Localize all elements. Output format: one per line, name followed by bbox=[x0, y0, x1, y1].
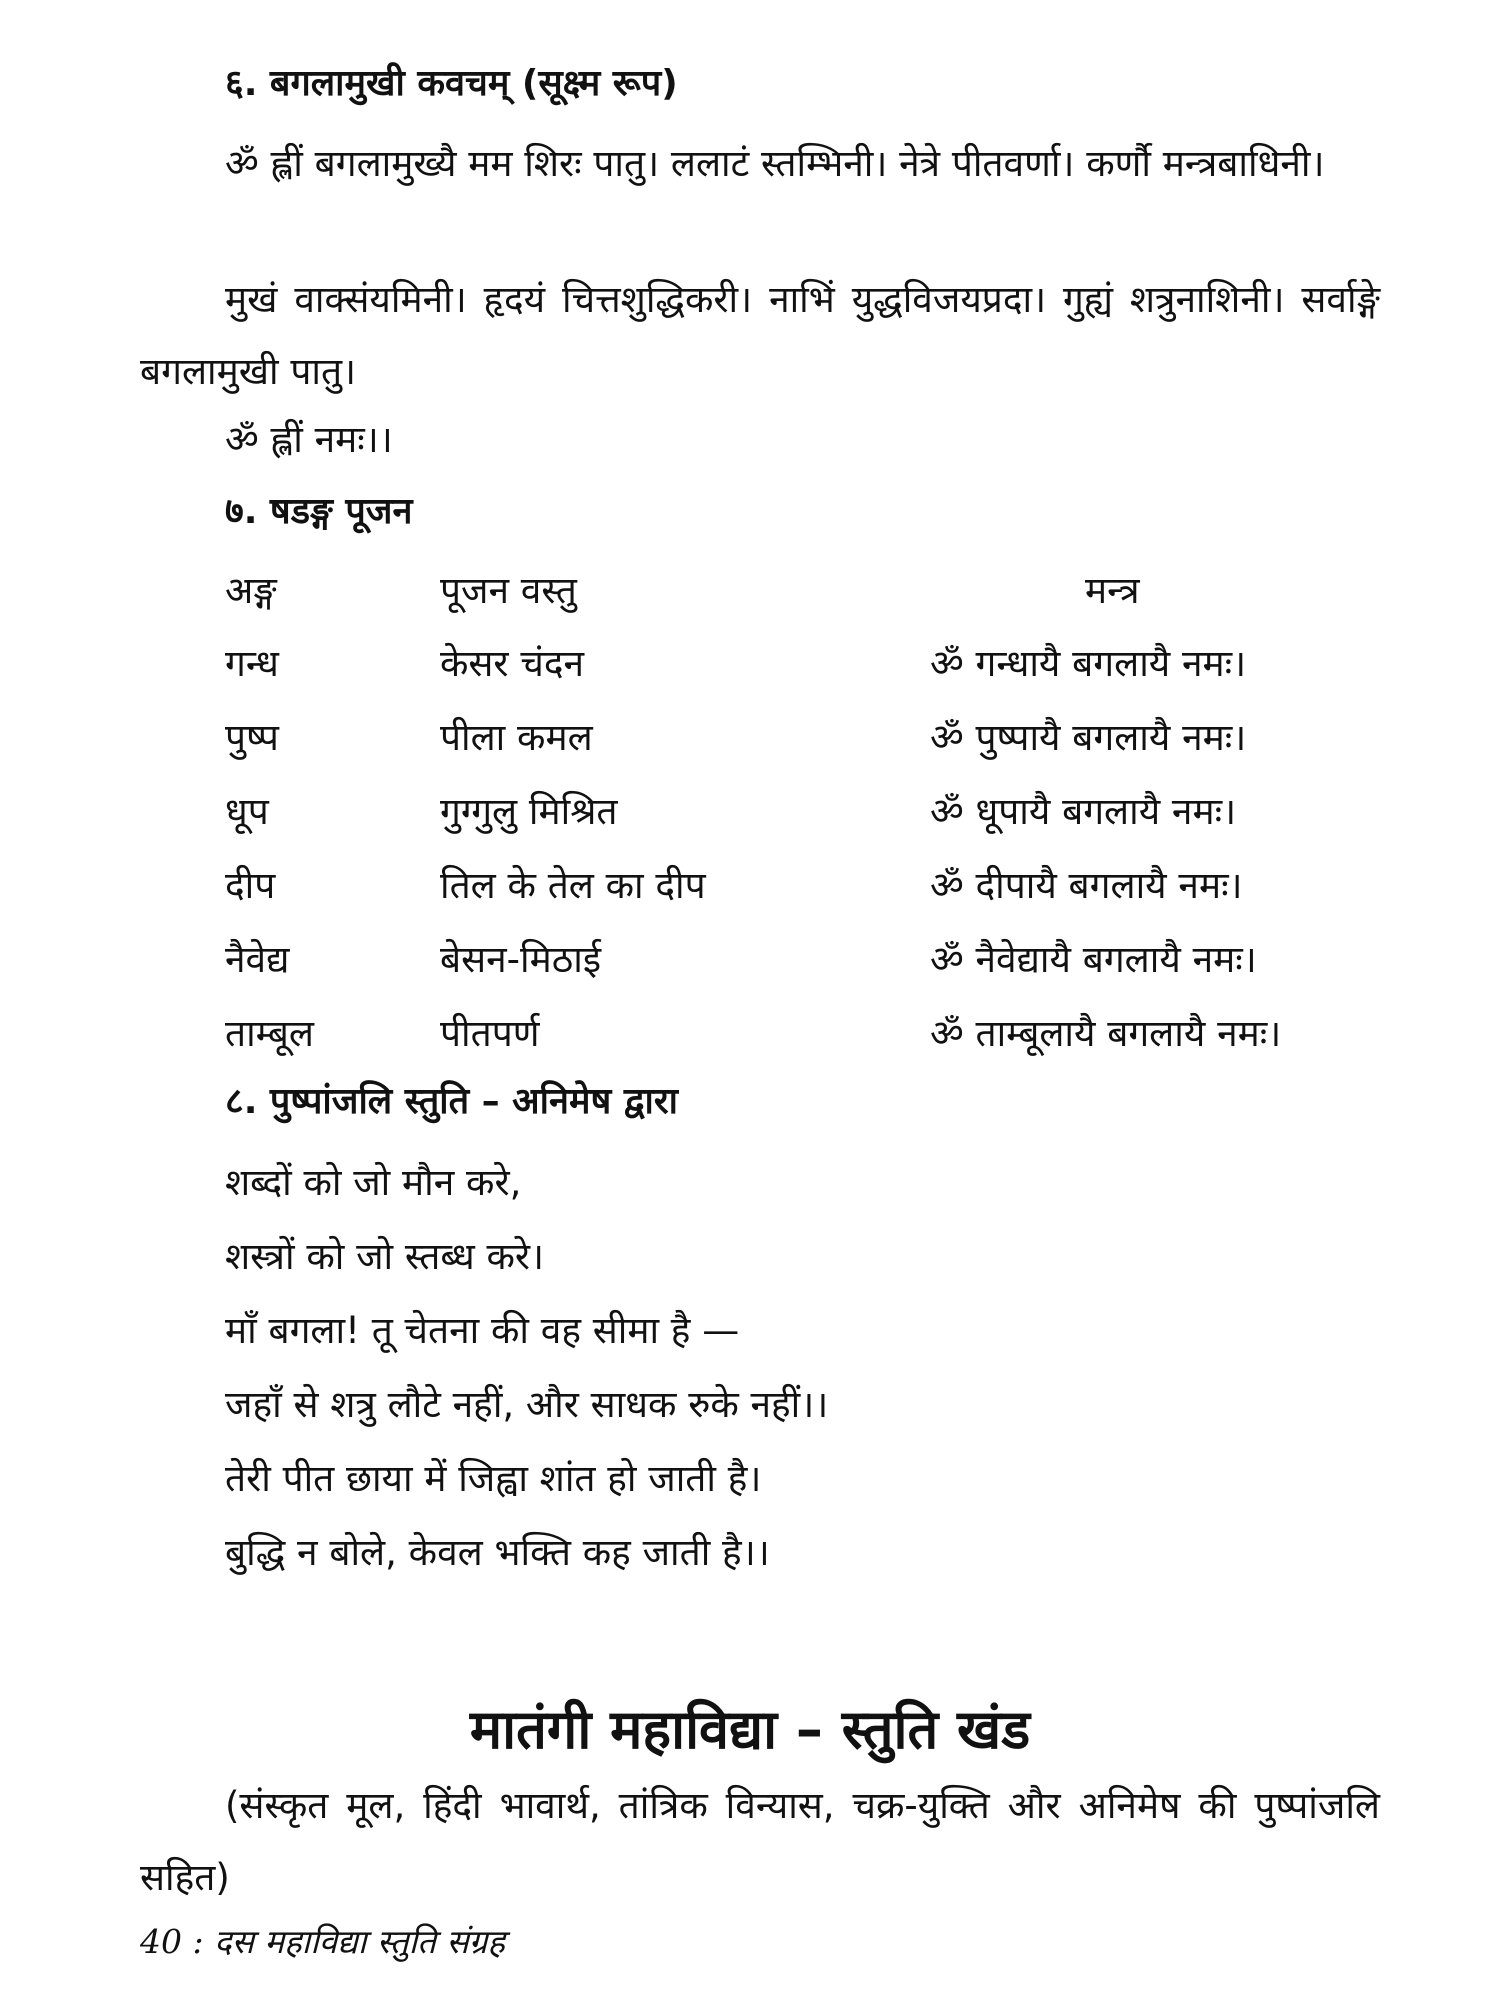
poem-line: जहाँ से शत्रु लौटे नहीं, और साधक रुके नहीं।। bbox=[225, 1383, 829, 1426]
matangi-title: मातंगी महाविद्या – स्तुति खंड bbox=[469, 1698, 1031, 1761]
table-row bbox=[0, 710, 1500, 770]
cell-mantra: ॐ नैवेद्यायै बगलायै नमः। bbox=[930, 938, 1257, 981]
cell-mantra: ॐ दीपायै बगलायै नमः। bbox=[930, 864, 1243, 907]
kavach-heading: ६. बगलामुखी कवचम् (सूक्ष्म रूप) bbox=[225, 63, 678, 104]
cell-mantra: ॐ धूपायै बगलायै नमः। bbox=[930, 790, 1237, 833]
poem-line: माँ बगला! तू चेतना की वह सीमा है — bbox=[225, 1309, 740, 1352]
cell-vastu: तिल के तेल का दीप bbox=[440, 864, 706, 907]
poem-line: शब्दों को जो मौन करे, bbox=[225, 1161, 522, 1204]
cell-anga: पुष्प bbox=[225, 716, 279, 759]
cell-vastu: पीला कमल bbox=[440, 716, 593, 759]
table-row bbox=[0, 784, 1500, 844]
page-footer: 40 : दस महाविद्या स्तुति संग्रह bbox=[140, 1922, 505, 1961]
cell-anga: ताम्बूल bbox=[225, 1012, 314, 1055]
cell-mantra: ॐ गन्धायै बगलायै नमः। bbox=[930, 642, 1247, 685]
shadanga-table-header bbox=[0, 563, 1500, 623]
cell-mantra: ॐ पुष्पायै बगलायै नमः। bbox=[930, 716, 1247, 759]
cell-anga: गन्ध bbox=[225, 642, 279, 685]
pushpanjali-heading: ८. पुष्पांजलि स्तुति – अनिमेष द्वारा bbox=[225, 1081, 678, 1122]
header-anga: अङ्ग bbox=[225, 569, 277, 612]
kavach-paragraph-1 bbox=[140, 128, 1380, 200]
table-row bbox=[0, 1006, 1500, 1066]
matangi-subtitle bbox=[140, 1770, 1380, 1914]
table-row bbox=[0, 636, 1500, 696]
shadanga-heading: ७. षडङ्ग पूजन bbox=[225, 491, 413, 532]
table-row bbox=[0, 932, 1500, 992]
kavach-paragraph-2 bbox=[140, 264, 1380, 408]
header-mantra: मन्त्र bbox=[1085, 569, 1140, 612]
header-vastu: पूजन वस्तु bbox=[440, 569, 577, 612]
matangi-subtitle-text: (संस्कृत मूल, हिंदी भावार्थ, तांत्रिक विन्यास, चक्र-युक्ति और अनिमेष की पुष्पांजलि सहित) bbox=[140, 1784, 1380, 1899]
kavach-paragraph-3: ॐ ह्लीं नमः।। bbox=[225, 418, 393, 461]
cell-anga: दीप bbox=[225, 864, 276, 907]
cell-anga: नैवेद्य bbox=[225, 938, 290, 981]
cell-vastu: बेसन-मिठाई bbox=[440, 938, 601, 981]
cell-vastu: केसर चंदन bbox=[440, 642, 584, 685]
kavach-paragraph-2-text: मुखं वाक्संयमिनी। हृदयं चित्तशुद्धिकरी। नाभिं युद्धविजयप्रदा। गुह्यं शत्रुनाशिनी। सर्वाङ्गे बगलामुखी पातु। bbox=[140, 278, 1380, 393]
table-row bbox=[0, 858, 1500, 918]
cell-vastu: गुग्गुलु मिश्रित bbox=[440, 790, 618, 833]
poem-line: बुद्धि न बोले, केवल भक्ति कह जाती है।। bbox=[225, 1531, 770, 1574]
cell-vastu: पीतपर्ण bbox=[440, 1012, 540, 1055]
cell-anga: धूप bbox=[225, 790, 269, 833]
cell-mantra: ॐ ताम्बूलायै बगलायै नमः। bbox=[930, 1012, 1282, 1055]
poem-line: तेरी पीत छाया में जिह्वा शांत हो जाती है। bbox=[225, 1457, 762, 1500]
kavach-paragraph-1-text: ॐ ह्लीं बगलामुख्यै मम शिरः पातु। ललाटं स्तम्भिनी। नेत्रे पीतवर्णा। कर्णौ मन्त्रबाधिनी। bbox=[225, 142, 1325, 185]
poem-line: शस्त्रों को जो स्तब्ध करे। bbox=[225, 1235, 545, 1278]
